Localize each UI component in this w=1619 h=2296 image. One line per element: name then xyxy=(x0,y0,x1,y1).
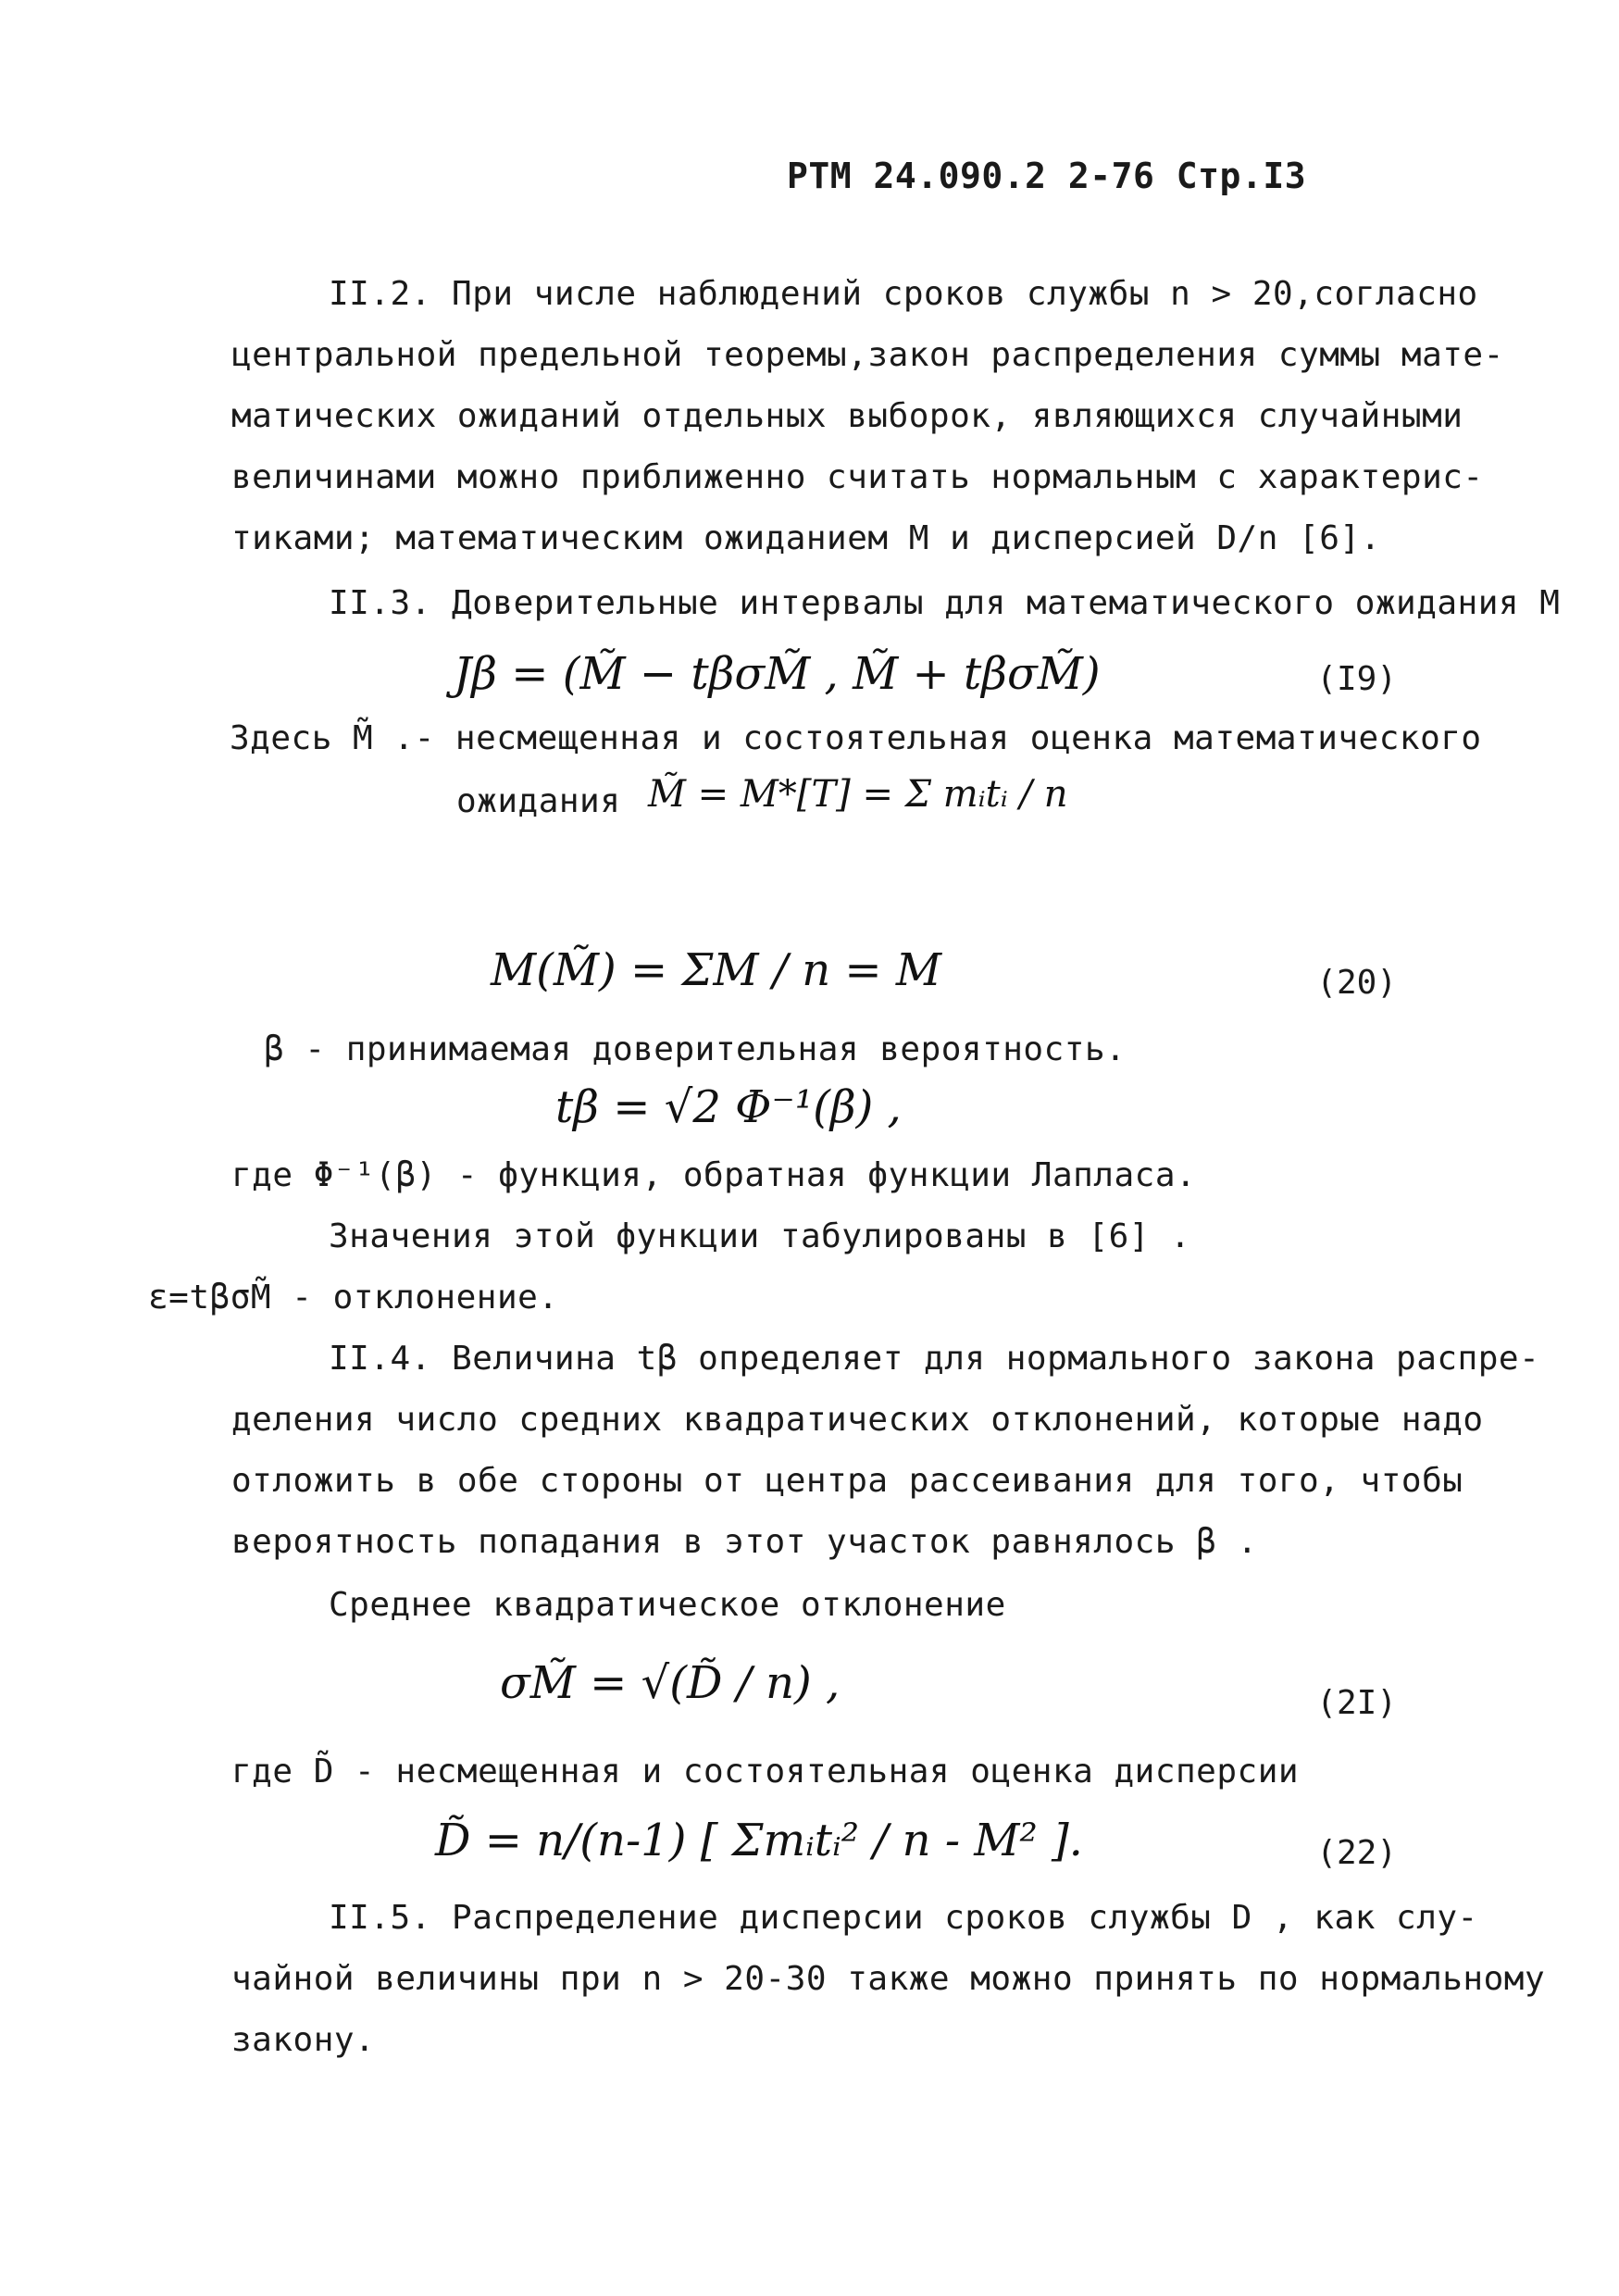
paragraph-11-2-line-5: тиками; математическим ожиданием M и дисперсией D/n [6]. xyxy=(231,519,1381,557)
equation-19-number: (I9) xyxy=(1316,660,1397,698)
paragraph-11-2-line-1: II.2. При числе наблюдений сроков службы n > 20,согласно xyxy=(329,275,1478,313)
t-beta-formula: tβ = √2 Φ⁻¹(β) , xyxy=(555,1081,902,1133)
paragraph-11-5-line-2: чайной величины при n > 20-30 также можно принять по нормальному xyxy=(231,1960,1546,1998)
d-definition: где D̃ - несмещенная и состоятельная оценка дисперсии xyxy=(231,1753,1300,1791)
paragraph-11-5-line-3: закону. xyxy=(231,2021,376,2059)
epsilon-definition: ε=tβσM̃ - отклонение. xyxy=(148,1279,559,1316)
ozhidaniya-label: ожидания xyxy=(456,782,621,820)
page-header: РТМ 24.090.2 2-76 Стр.I3 xyxy=(787,156,1307,196)
equation-20: M(M̃) = ΣM / n = M xyxy=(491,944,942,996)
paragraph-11-5-line-1: II.5. Распределение дисперсии сроков службы D , как слу- xyxy=(329,1899,1478,1937)
equation-20-number: (20) xyxy=(1316,964,1397,1002)
beta-definition: β - принимаемая доверительная вероятность. xyxy=(264,1030,1127,1068)
paragraph-11-4-line-4: вероятность попадания в этот участок равнялось β . xyxy=(231,1523,1258,1561)
paragraph-11-4-line-3: отложить в обе стороны от центра рассеивания для того, чтобы xyxy=(231,1462,1463,1500)
equation-21: σM̃ = √(D̃ / n) , xyxy=(500,1657,841,1709)
zdes-line: Здесь M̃ .- несмещенная и состоятельная оценка математического xyxy=(230,719,1482,757)
equation-19: Jβ = (M̃ − tβσM̃ , M̃ + tβσM̃) xyxy=(454,648,1101,700)
ozhidaniya-formula: M̃ = M*[T] = Σ mᵢtᵢ / n xyxy=(648,773,1068,816)
phi-definition: где Φ⁻¹(β) - функция, обратная функции Лапласа. xyxy=(231,1156,1197,1194)
sredn-label: Среднее квадратическое отклонение xyxy=(329,1586,1006,1624)
equation-21-number: (2I) xyxy=(1316,1684,1397,1722)
equation-22-number: (22) xyxy=(1316,1834,1397,1872)
equation-22: D̃ = n/(n-1) [ Σmᵢtᵢ² / n - M² ]. xyxy=(435,1815,1083,1866)
paragraph-11-2-line-4: величинами можно приближенно считать нормальным с характерис- xyxy=(231,458,1484,496)
paragraph-11-4-line-1: II.4. Величина tβ определяет для нормального закона распре- xyxy=(329,1340,1540,1378)
paragraph-11-3: II.3. Доверительные интервалы для математического ожидания M xyxy=(329,584,1561,622)
paragraph-11-2-line-2: центральной предельной теоремы,закон распределения суммы мате- xyxy=(231,336,1504,374)
paragraph-11-4-line-2: деления число средних квадратических отклонений, которые надо xyxy=(231,1401,1484,1439)
table-reference: Значения этой функции табулированы в [6] . xyxy=(329,1217,1191,1255)
paragraph-11-2-line-3: матических ожиданий отдельных выборок, являющихся случайными xyxy=(231,397,1463,435)
